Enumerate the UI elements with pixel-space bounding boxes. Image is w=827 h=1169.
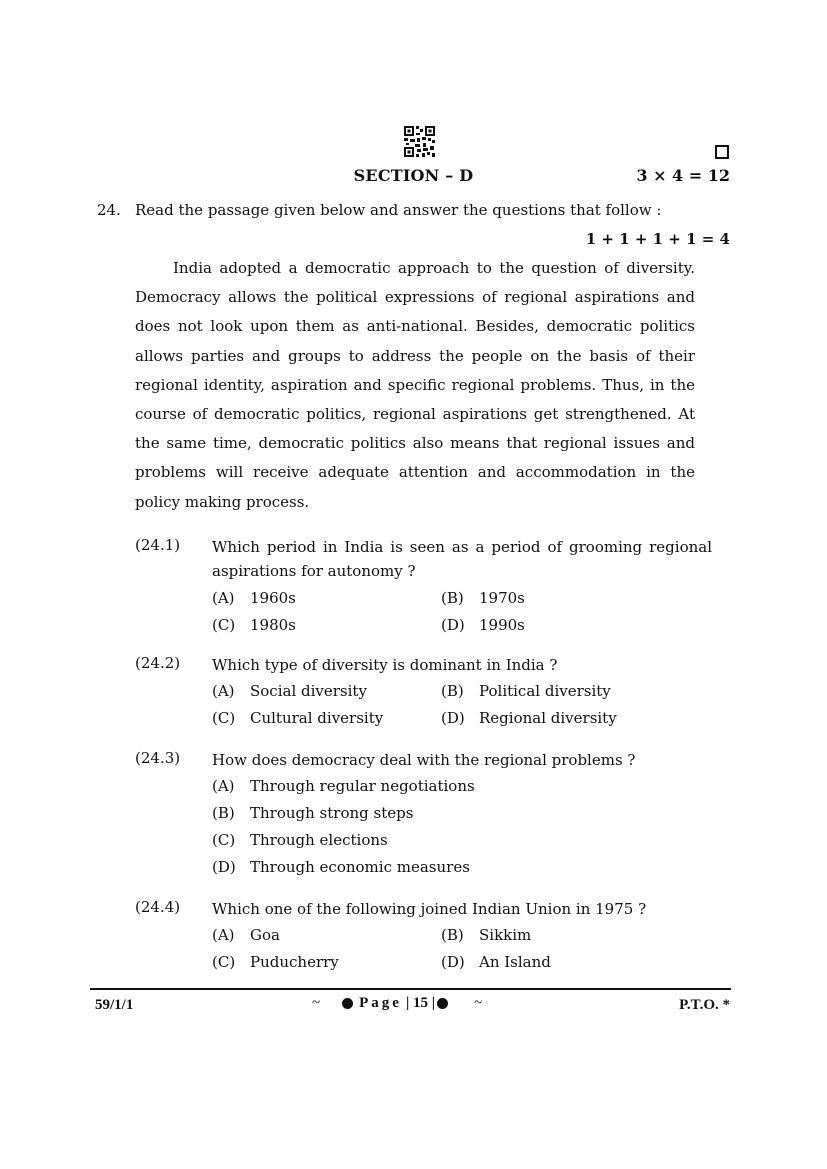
option-d: (D) Through economic measures — [212, 858, 470, 876]
option-a: (A) 1960s — [212, 589, 296, 607]
qr-code-icon — [403, 125, 436, 158]
tilde-right: ~ — [474, 995, 483, 1011]
question-instruction: Read the passage given below and answer the questions that follow : — [135, 201, 662, 219]
option-a: (A) Through regular negotiations — [212, 777, 475, 795]
page-indicator — [312, 995, 482, 1012]
bullet-dot-icon — [342, 998, 353, 1009]
sub-question-stem: How does democracy deal with the regional problems ? — [212, 751, 636, 769]
option-b: (B) 1970s — [441, 589, 525, 607]
page-label: Page — [359, 995, 402, 1011]
sub-question-stem: Which period in India is seen as a period of grooming regional aspirations for autonomy ? — [212, 538, 712, 580]
option-c: (C) Cultural diversity — [212, 709, 384, 727]
section-marks: 3 × 4 = 12 — [636, 166, 730, 185]
option-d: (D) An Island — [441, 953, 551, 971]
option-b: (B) Sikkim — [441, 926, 532, 944]
option-d: (D) 1990s — [441, 616, 525, 634]
page-number: | 15 | — [405, 995, 436, 1011]
option-d: (D) Regional diversity — [441, 709, 617, 727]
option-b: (B) Political diversity — [441, 682, 611, 700]
option-c: (C) Through elections — [212, 831, 388, 849]
option-c: (C) 1980s — [212, 616, 296, 634]
sub-question-number: (24.1) — [135, 536, 181, 554]
sub-question-number: (24.2) — [135, 654, 181, 672]
option-c: (C) Puducherry — [212, 953, 339, 971]
question-number: 24. — [97, 201, 121, 219]
tilde-left: ~ — [312, 995, 321, 1011]
paper-code: 59/1/1 — [95, 997, 134, 1013]
please-turn-over: P.T.O. * — [679, 997, 730, 1013]
option-a: (A) Social diversity — [212, 682, 367, 700]
sub-question-number: (24.3) — [135, 749, 181, 767]
footer-divider — [90, 988, 731, 990]
passage-text: India adopted a democratic approach to the question of diversity. Democracy allows the political expressions of regional aspirations and does not look upon them as anti-national. Besides, democratic politics allows parties and groups to address the people on the basis of their regional identity, aspiration and specific regional problems. Thus, in the course of democratic politics, regional aspirations get strengthened. At the same time, democratic politics also means that regional issues and problems will receive adequate attention and accommodation in the policy making process. — [135, 259, 695, 511]
section-title: SECTION – D — [353, 166, 474, 185]
question-marks: 1 + 1 + 1 + 1 = 4 — [585, 230, 730, 248]
sub-question-number: (24.4) — [135, 898, 181, 916]
bullet-dot-icon — [437, 998, 448, 1009]
option-a: (A) Goa — [212, 926, 280, 944]
passage — [135, 254, 695, 517]
empty-square-icon — [715, 145, 729, 159]
sub-question-stem: Which type of diversity is dominant in India ? — [212, 656, 558, 674]
sub-question-stem: Which one of the following joined Indian Union in 1975 ? — [212, 900, 647, 918]
option-b: (B) Through strong steps — [212, 804, 414, 822]
